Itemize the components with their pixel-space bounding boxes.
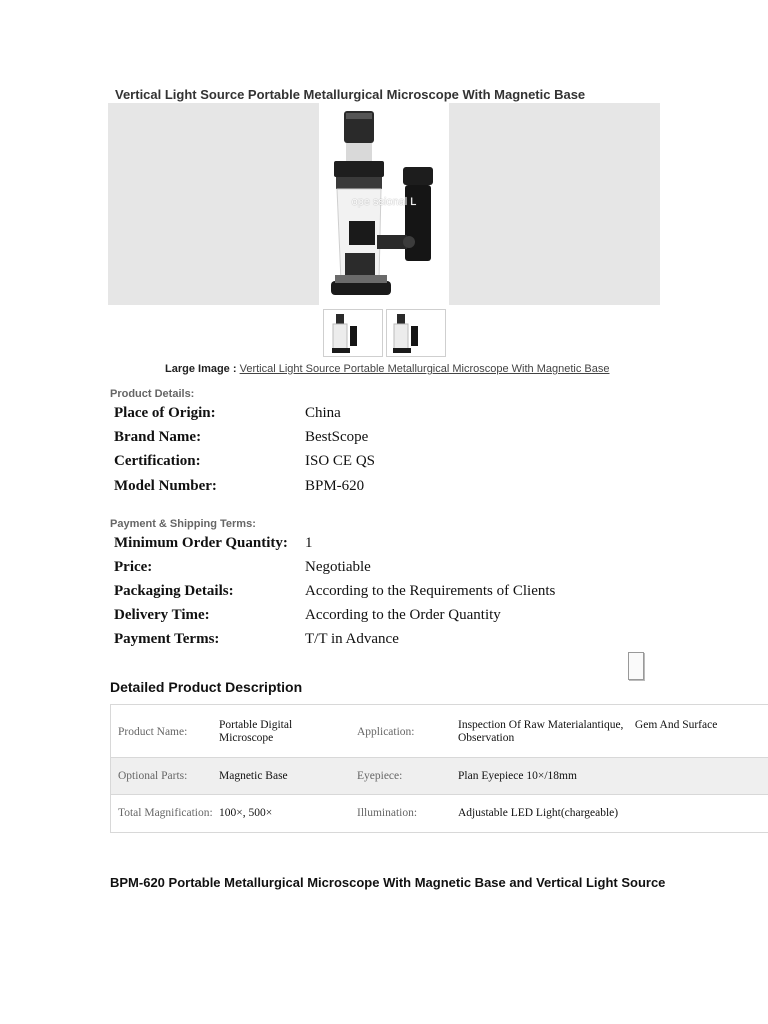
payment-key: Payment Terms:	[114, 631, 220, 647]
large-image-link[interactable]: Vertical Light Source Portable Metallurgical Microscope With Magnetic Base	[239, 363, 610, 375]
detail-value: BestScope	[305, 429, 369, 445]
payment-value: 1	[305, 535, 313, 551]
description-heading: Detailed Product Description	[110, 679, 303, 695]
payment-key: Packaging Details:	[114, 583, 234, 599]
detail-key: Brand Name:	[114, 429, 202, 445]
thumbnail-1[interactable]	[323, 309, 383, 357]
payment-value: T/T in Advance	[305, 631, 399, 647]
spec-label: Optional Parts:	[118, 770, 188, 782]
spec-value: Inspection Of Raw Materialantique, Gem And Surface Observation	[458, 719, 721, 744]
payment-value: Negotiable	[305, 559, 371, 575]
payment-value: According to the Order Quantity	[305, 607, 501, 623]
page-title: Vertical Light Source Portable Metallurgical Microscope With Magnetic Base	[115, 87, 586, 102]
spec-label: Application:	[357, 726, 415, 738]
spec-value: Portable Digital Microscope	[219, 719, 293, 744]
payment-key: Price:	[114, 559, 153, 575]
thumbnail-2[interactable]	[386, 309, 446, 357]
payment-key: Minimum Order Quantity:	[114, 535, 288, 551]
detail-key: Model Number:	[114, 478, 217, 494]
spec-label: Illumination:	[357, 807, 418, 819]
table-row	[111, 758, 768, 795]
detail-key: Certification:	[114, 453, 201, 469]
spec-value: Plan Eyepiece 10×/18mm	[458, 770, 577, 782]
spec-label: Total Magnification:	[118, 807, 213, 819]
spec-value: 100×, 500×	[219, 807, 273, 819]
spec-value: Adjustable LED Light(chargeable)	[458, 807, 619, 819]
detail-value: BPM-620	[305, 478, 365, 494]
image-watermark: ope ssional L	[351, 196, 417, 208]
scroll-handle[interactable]	[628, 652, 644, 680]
product-image[interactable]	[319, 103, 449, 305]
spec-label: Product Name:	[118, 726, 188, 738]
payment-key: Delivery Time:	[114, 607, 210, 623]
detail-key: Place of Origin:	[114, 405, 216, 421]
payment-value: According to the Requirements of Clients	[305, 583, 556, 599]
spec-value: Magnetic Base	[219, 770, 288, 782]
thumbnail-microscope-icon	[387, 310, 445, 356]
large-image-line	[165, 363, 610, 375]
thumbnail-microscope-icon	[324, 310, 382, 356]
table-row	[111, 795, 768, 832]
product-subheading: BPM-620 Portable Metallurgical Microscope With Magnetic Base and Vertical Light Source	[110, 875, 666, 890]
product-image-panel[interactable]	[108, 103, 660, 305]
detail-value: China	[305, 405, 341, 421]
payment-terms-label: Payment & Shipping Terms:	[110, 518, 256, 530]
spec-table	[110, 704, 768, 833]
large-image-label: Large Image :	[165, 363, 237, 375]
spec-label: Eyepiece:	[357, 770, 403, 782]
detail-value: ISO CE QS	[305, 453, 376, 469]
product-details-label: Product Details:	[110, 388, 195, 400]
table-row	[111, 705, 768, 758]
